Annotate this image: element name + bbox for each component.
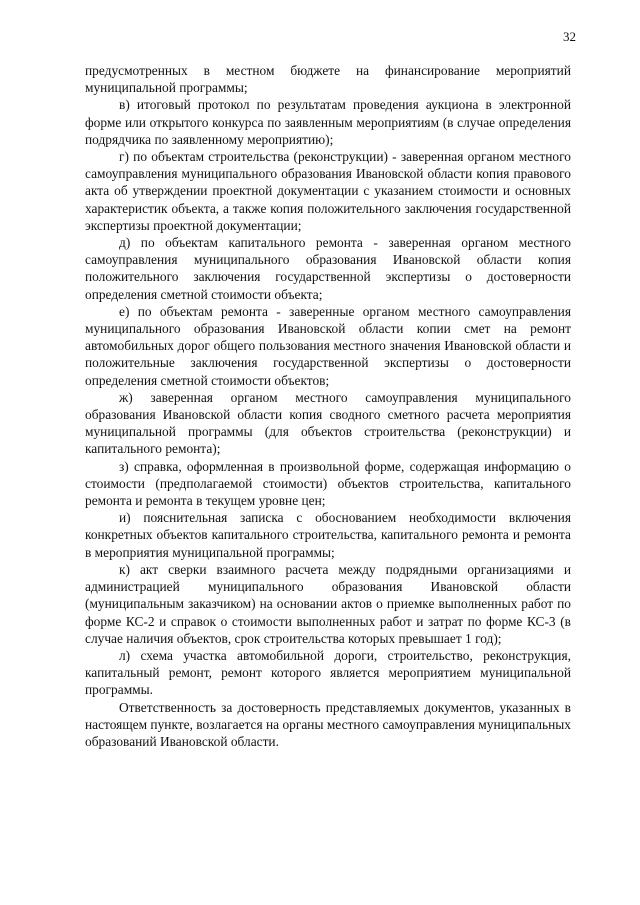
page-number: 32 <box>563 29 576 44</box>
paragraph-responsibility: Ответственность за достоверность представляемых документов, указанных в настоящем пункте, возлагается на органы местного самоуправления муниципальных образований Ивановской области. <box>85 699 571 749</box>
paragraph-item-g: г) по объектам строительства (реконструкции) - заверенная органом местного самоуправления муниципального образования Ивановской области копия правового акта об утверждении проектной документации с указанием стоимости и основных характеристик объекта, а также копия положительного заключения государственной экспертизы проектной документации; <box>85 149 571 233</box>
paragraph-item-zh: ж) заверенная органом местного самоуправления муниципального образования Ивановской области копия сводного сметного расчета мероприятия муниципальной программы (для объектов строительства (реконструкции) и капитального ремонта); <box>85 389 571 457</box>
paragraph-item-i: и) пояснительная записка с обоснованием необходимости включения конкретных объектов капитального строительства, капитального ремонта и ремонта в мероприятия муниципальной программы; <box>85 510 571 560</box>
paragraph-item-v: в) итоговый протокол по результатам проведения аукциона в электронной форме или открытого конкурса по заявленным мероприятиям (в случае определения подрядчика по заявленному мероприятию); <box>85 97 571 147</box>
paragraph-item-z: з) справка, оформленная в произвольной форме, содержащая информацию о стоимости (предполагаемой стоимости) объектов строительства, капитального ремонта и ремонта в текущем уровне цен; <box>85 458 571 509</box>
document-body <box>85 62 571 750</box>
paragraph-item-k: к) акт сверки взаимного расчета между подрядными организациями и администрацией муниципального образования Ивановской области (муниципальным заказчиком) на основании актов о приемке выполненных работ по форме КС-2 и справок о стоимости выполненных работ и затрат по форме КС-3 (в случае наличия объектов, срок строительства которых превышает 1 год); <box>85 561 571 646</box>
paragraph-item-l: л) схема участка автомобильной дороги, строительство, реконструкция, капитальный ремонт, ремонт которого является мероприятием муниципальной программы. <box>85 647 571 698</box>
paragraph-item-d: д) по объектам капитального ремонта - заверенная органом местного самоуправления муниципального образования Ивановской области копия положительного заключения государственной экспертизы о достоверности определения сметной стоимости объекта; <box>85 235 571 302</box>
paragraph-continuation: предусмотренных в местном бюджете на финансирование мероприятий муниципальной программы; <box>85 63 571 96</box>
paragraph-item-e: е) по объектам ремонта - заверенные органом местного самоуправления муниципального образования Ивановской области копии смет на ремонт автомобильных дорог общего пользования местного значения Ивановской области и положительные заключения государственной экспертизы о достоверности определения сметной стоимости объектов; <box>85 303 571 388</box>
